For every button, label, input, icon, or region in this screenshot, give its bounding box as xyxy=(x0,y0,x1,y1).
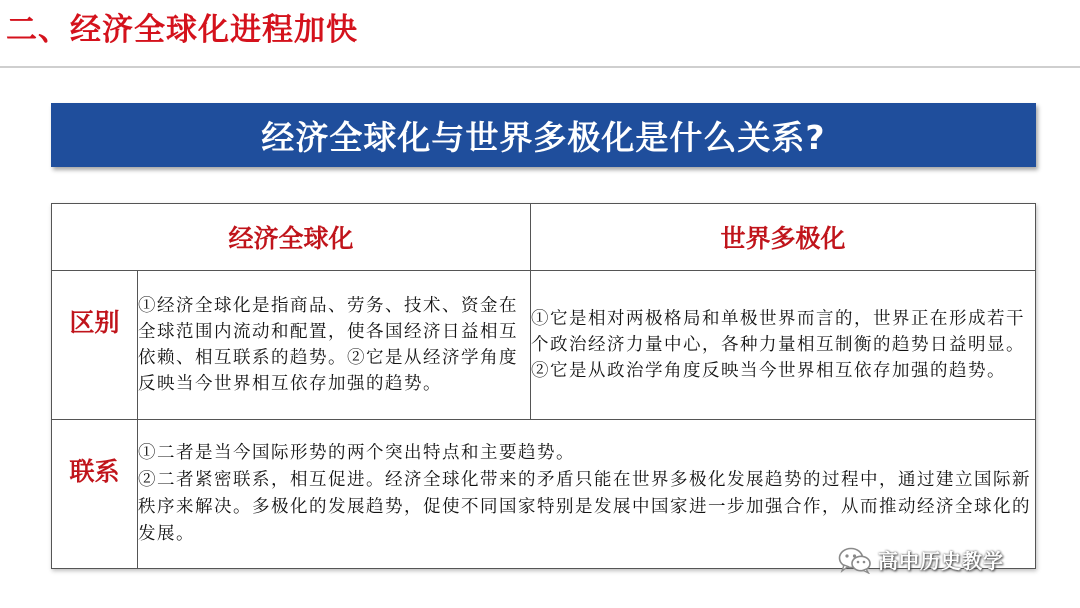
multipolarity-point-1: ①它是相对两极格局和单极世界而言的，世界正在形成若干个政治经济力量中心，各种力量相互制衡的趋势日益明显。 xyxy=(531,309,1025,355)
wechat-icon xyxy=(838,546,872,574)
globalization-point-2: ②它是从经济学角度反映当今世界相互依存加强的趋势。 xyxy=(138,348,518,394)
globalization-difference-cell xyxy=(138,271,531,420)
multipolarity-difference-cell xyxy=(531,271,1036,420)
col-header-globalization: 经济全球化 xyxy=(52,204,531,271)
row-label-difference: 区别 xyxy=(52,271,138,420)
col-header-multipolarity: 世界多极化 xyxy=(531,204,1036,271)
section-title: 二、经济全球化进程加快 xyxy=(6,12,358,48)
globalization-point-1: ①经济全球化是指商品、劳务、技术、资金在全球范围内流动和配置，使各国经济日益相互依赖、相互联系的趋势。 xyxy=(138,296,518,368)
connection-point-2: ②二者紧密联系，相互促进。经济全球化带来的矛盾只能在世界多极化发展趋势的过程中，通过建立国际新秩序来解决。多极化的发展趋势，促使不同国家特别是发展中国家进一步加强合作，从而推动经济全球化的发展。 xyxy=(138,470,1031,544)
comparison-table xyxy=(51,203,1036,569)
title-divider xyxy=(0,66,1080,68)
row-label-connection: 联系 xyxy=(52,420,138,569)
question-title: 经济全球化与世界多极化是什么关系? xyxy=(261,117,826,157)
watermark-text: 高中历史教学 xyxy=(878,549,1004,573)
table-row-difference xyxy=(52,271,1036,420)
question-banner xyxy=(51,103,1036,167)
watermark xyxy=(838,545,1004,574)
multipolarity-point-2: ②它是从政治学角度反映当今世界相互依存加强的趋势。 xyxy=(531,361,1006,381)
connection-point-1: ①二者是当今国际形势的两个突出特点和主要趋势。 xyxy=(138,443,575,463)
table-header-row xyxy=(52,204,1036,271)
